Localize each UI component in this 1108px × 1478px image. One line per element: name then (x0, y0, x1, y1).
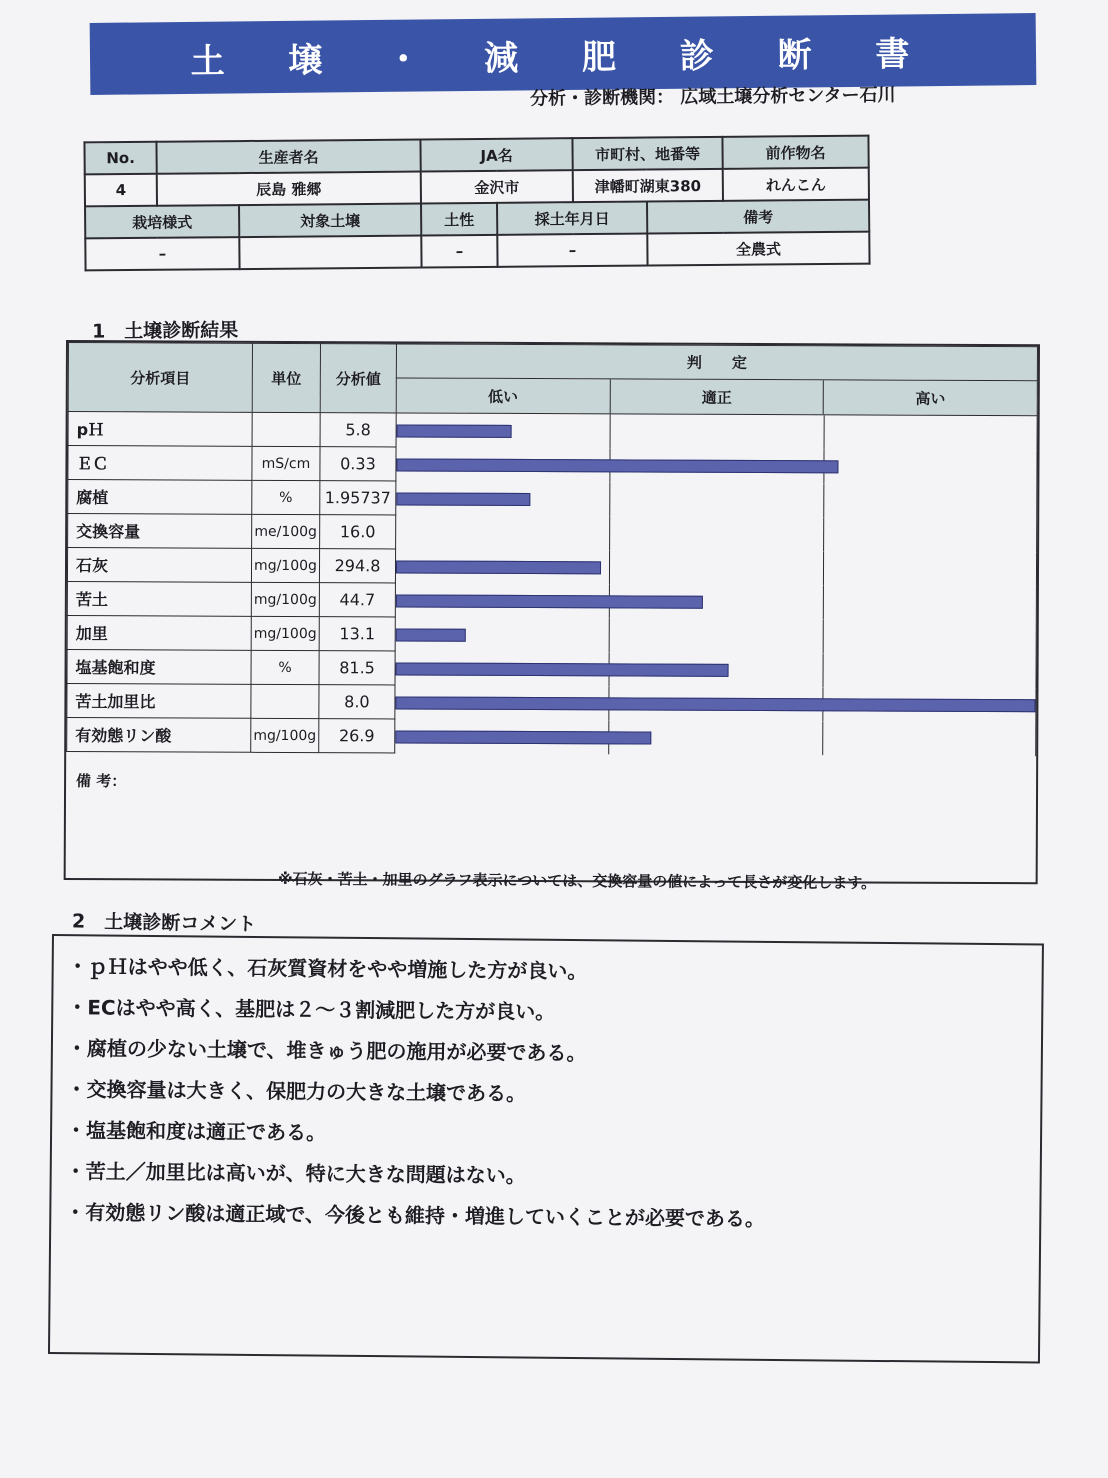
info-header-location: 市町村、地番等 (572, 137, 722, 170)
info-value-cultivation: – (85, 237, 239, 270)
remarks-label: 備 考： (76, 772, 127, 791)
judgement-bar (396, 662, 729, 676)
info-value-ja: 金沢市 (421, 170, 573, 203)
comment-line: ・塩基飽和度は適正である。 (66, 1118, 327, 1145)
analysis-value: 0.33 (320, 447, 396, 481)
comment-line: ・苦土／加里比は高いが、特に大きな問題はない。 (65, 1159, 526, 1188)
info-header-ja: JA名 (420, 138, 572, 171)
analysis-item: 有効態リン酸 (67, 718, 251, 753)
analysis-item: 塩基飽和度 (67, 650, 251, 685)
analysis-value: 294.8 (319, 549, 395, 583)
analysis-item: 苦土加里比 (67, 684, 251, 719)
table-row (68, 446, 1037, 484)
table-row (67, 650, 1036, 688)
analysis-item: 交換容量 (68, 514, 252, 549)
info-header-no: No. (84, 142, 156, 175)
analysis-unit: mg/100g (251, 548, 319, 582)
info-value-producer: 辰島 雅郷 (157, 171, 421, 205)
analysis-unit (252, 412, 320, 446)
zone-divider (823, 551, 824, 585)
info-header-soil-texture: 土性 (421, 203, 497, 236)
institution-label: 分析・診断機関： 広域土壌分析センター石川 (529, 84, 896, 110)
analysis-item: 加里 (67, 616, 251, 651)
section2-title: 2 土壌診断コメント (71, 910, 257, 936)
judgement-chart-cell (395, 583, 1036, 620)
zone-divider (822, 585, 823, 619)
zone-divider (609, 550, 610, 584)
analysis-item: ＥＣ (68, 446, 252, 481)
analysis-value: 81.5 (319, 651, 395, 685)
judgement-bar (396, 628, 466, 641)
analysis-item: pＨ (68, 412, 252, 447)
header-unit: 単位 (252, 343, 320, 412)
table-row (68, 514, 1037, 552)
table-row (67, 548, 1036, 586)
zone-divider (823, 415, 824, 449)
info-value-sampling-date: – (497, 234, 647, 267)
comment-line: ・交換容量は大きく、保肥力の大きな土壌である。 (66, 1077, 527, 1106)
judgement-bar (396, 492, 530, 506)
analysis-value: 1.95737 (320, 481, 396, 515)
info-header-previous-crop: 前作物名 (722, 136, 868, 169)
judgement-chart-cell (396, 413, 1037, 450)
analysis-unit: mS/cm (252, 446, 320, 480)
table-row (68, 412, 1037, 450)
table-row (67, 582, 1036, 620)
zone-divider (609, 516, 610, 550)
info-header-notes: 備考 (647, 200, 869, 234)
info-value-notes: 全農式 (647, 232, 869, 266)
analysis-unit (251, 684, 319, 718)
info-header-cultivation: 栽培様式 (85, 205, 239, 238)
comment-line: ・有効態リン酸は適正域で、今後とも維持・増進していくことが必要である。 (65, 1200, 766, 1231)
table-row (68, 480, 1037, 518)
analysis-item: 腐植 (68, 480, 252, 515)
comment-line: ・ｐＨはやや低く、石灰質資材をやや増施した方が良い。 (67, 954, 588, 984)
judgement-chart-cell (395, 651, 1036, 688)
info-value-no: 4 (85, 174, 157, 207)
comment-line: ・ECはやや高く、基肥は２～３割減肥した方が良い。 (67, 995, 556, 1024)
judgement-chart-cell (395, 617, 1036, 654)
soil-results-table (66, 342, 1038, 756)
judgement-bar (396, 458, 838, 473)
zone-divider (822, 721, 823, 755)
soil-results-panel (64, 340, 1040, 884)
zone-divider (610, 414, 611, 448)
analysis-value: 8.0 (319, 685, 395, 719)
document-title: 土 壌 ・ 減 肥 診 断 書 (90, 13, 1037, 95)
analysis-unit: mg/100g (251, 582, 319, 616)
analysis-item: 苦土 (67, 582, 251, 617)
info-value-location: 津幡町湖東380 (573, 169, 723, 202)
header-item: 分析項目 (68, 343, 252, 413)
judgement-chart-cell (396, 447, 1037, 484)
judgement-chart-cell (396, 515, 1037, 552)
judgement-chart-cell (396, 481, 1037, 518)
judgement-bar (395, 696, 1035, 712)
analysis-value: 13.1 (319, 617, 395, 651)
comment-line: ・腐植の少ない土壌で、堆きゅう肥の施用が必要である。 (66, 1036, 587, 1066)
judgement-bar (396, 560, 601, 574)
info-value-soil-texture: – (421, 235, 497, 268)
judgement-appropriate: 適正 (610, 379, 824, 414)
judgement-low: 低い (397, 378, 611, 413)
analysis-unit: mg/100g (251, 616, 319, 650)
judgement-bar (395, 730, 651, 744)
info-value-target-soil (239, 235, 421, 269)
info-header-target-soil: 対象土壌 (239, 203, 421, 237)
table-row (67, 718, 1036, 756)
judgement-chart-cell (395, 719, 1036, 756)
header-judgement: 判 定 (396, 344, 1037, 381)
judgement-high: 高い (915, 389, 946, 408)
analysis-unit: mg/100g (251, 718, 319, 752)
results-body (67, 412, 1037, 756)
zone-divider (822, 619, 823, 653)
info-header-producer: 生産者名 (156, 139, 420, 173)
zone-divider (609, 618, 610, 652)
analysis-unit: % (251, 650, 319, 684)
producer-info-table (83, 135, 870, 272)
section1-title: 1 土壌診断結果 (91, 319, 239, 343)
judgement-bar (396, 594, 703, 608)
analysis-unit: me/100g (252, 514, 320, 548)
chart-footnote: ※石灰・苦土・加里のグラフ表示については、交換容量の値によって長さが変化します。 (277, 869, 877, 893)
judgement-bar (397, 424, 512, 438)
info-value-previous-crop: れんこん (723, 168, 869, 201)
analysis-item: 石灰 (67, 548, 251, 583)
zone-divider (823, 483, 824, 517)
table-row (67, 684, 1036, 722)
judgement-chart-cell (395, 549, 1036, 586)
comments-box (48, 934, 1044, 1364)
zone-divider (822, 653, 823, 687)
analysis-unit: % (252, 480, 320, 514)
info-header-sampling-date: 採土年月日 (497, 202, 647, 235)
header-value: 分析値 (320, 344, 396, 413)
analysis-value: 16.0 (320, 515, 396, 549)
analysis-value: 26.9 (319, 719, 395, 753)
zone-divider (823, 517, 824, 551)
zone-divider (610, 482, 611, 516)
analysis-value: 5.8 (320, 413, 396, 447)
analysis-value: 44.7 (319, 583, 395, 617)
judgement-chart-cell (395, 685, 1036, 722)
table-row (67, 616, 1036, 654)
